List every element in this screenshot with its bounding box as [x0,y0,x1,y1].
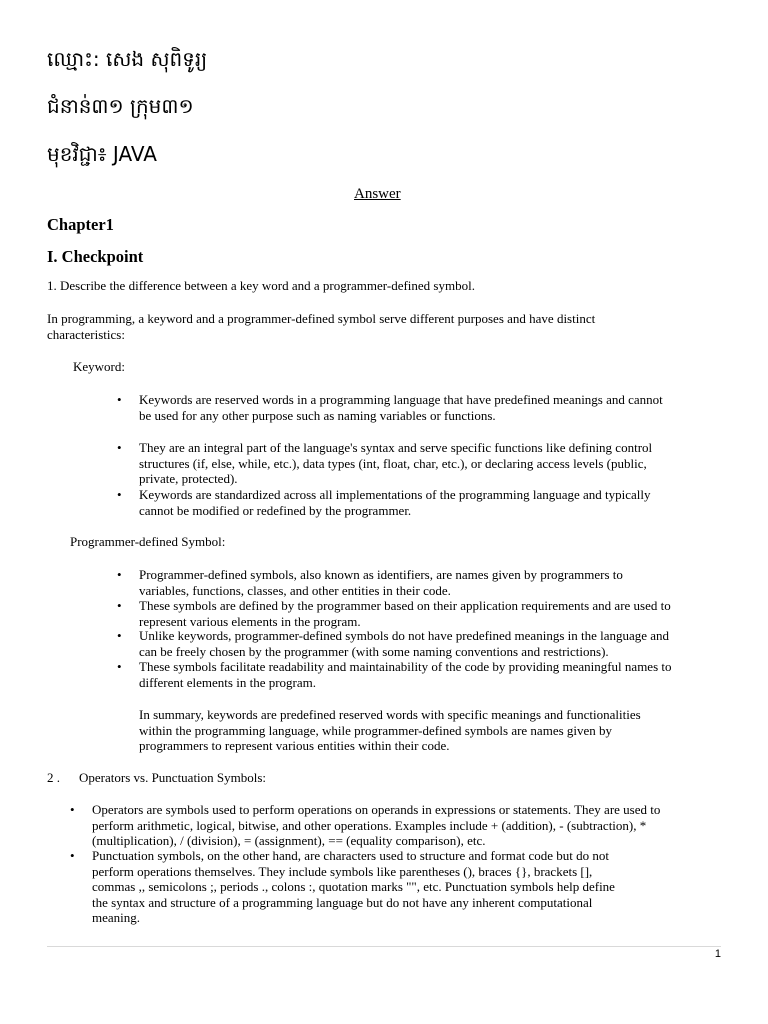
bullet-dot: • [117,487,122,502]
bullet-dot: • [117,598,122,613]
bullet-line: commas ,, semicolons ;, periods ., colons :, quotation marks "", etc. Punctuation symbols help define [92,879,615,894]
bullet-line: (multiplication), / (division), = (assignment), == (equality comparison), etc. [92,833,486,848]
generation-line: ជំនាន់៣១ ក្រុម៣១ [47,94,194,118]
bullet-dot: • [117,567,122,582]
bullet-line: the syntax and structure of a programming language but do not have any inherent computational [92,894,593,910]
bullet-text [139,567,623,598]
bullet-line: private, protected). [139,471,238,486]
bullet-text [92,802,660,849]
chapter-heading: Chapter1 [47,215,114,234]
intro-line: characteristics: [47,326,125,342]
bullet-line: can be freely chosen by the programmer (with some naming conventions and restrictions). [139,643,609,659]
symbol-label: Programmer-defined Symbol: [70,534,226,549]
bullet-line: Keywords are standardized across all implementations of the programming language and typically [139,487,651,502]
bullet-text [139,440,652,487]
bullet-line: They are an integral part of the language's syntax and serve specific functions like defining control [139,440,653,455]
question-1: 1. Describe the difference between a key word and a programmer-defined symbol. [47,278,475,293]
bullet-text [92,848,615,926]
bullet-line: These symbols facilitate readability and maintainability of the code by providing meaningful names to [139,659,672,674]
bullet-line: cannot be modified or redefined by the programmer. [139,502,412,518]
footer-divider [47,946,721,947]
bullet-line: Punctuation symbols, on the other hand, are characters used to structure and format code but do not [92,848,609,863]
page-number: 1 [714,948,721,960]
section-heading: I. Checkpoint [47,247,144,266]
bullet-line: Keywords are reserved words in a programming language that have predefined meanings and cannot [139,392,663,407]
bullet-text [139,392,663,423]
bullet-line: Unlike keywords, programmer-defined symbols do not have predefined meanings in the language and [139,628,670,643]
question-2-text: Operators vs. Punctuation Symbols: [79,770,267,785]
bullet-line: perform operations themselves. They include symbols like parentheses (), braces {}, brackets [], [92,863,593,879]
bullet-line: These symbols are defined by the programmer based on their application requirements and are used to [139,598,671,613]
bullet-line: variables, functions, classes, and other entities in their code. [139,582,451,598]
summary-line: programmers to represent various entities within their code. [139,738,450,753]
bullet-text [139,659,672,690]
bullet-line: perform arithmetic, logical, bitwise, and other operations. Examples include + (addition), - (subtraction), * [92,817,647,833]
summary-line: within the programming language, while programmer-defined symbols are names given by [139,722,613,738]
answer-title: Answer [354,186,401,202]
bullet-line: structures (if, else, while, etc.), data types (int, float, char, etc.), or declaring access levels (public, [139,455,647,471]
bullet-line: represent various elements in the program. [139,613,361,629]
bullet-dot: • [70,802,75,817]
keyword-label: Keyword: [73,359,125,374]
bullet-line: be used for any other purpose such as naming variables or functions. [139,407,496,423]
bullet-line: Programmer-defined symbols, also known as identifiers, are names given by programmers to [139,567,623,582]
bullet-dot: • [70,848,75,863]
student-name-line: ឈ្មោះ: សេង សុពិទូរ្យ [47,47,208,71]
bullet-dot: • [117,659,122,674]
summary-paragraph [139,707,739,754]
bullet-text [139,628,669,659]
subject-line: មុខវិជ្ជា៖ JAVA [47,142,157,166]
bullet-dot: • [117,392,122,407]
bullet-line: different elements in the program. [139,674,317,690]
bullet-text [139,598,671,629]
summary-line: In summary, keywords are predefined reserved words with specific meanings and functionalities [139,707,641,722]
bullet-text [139,487,651,518]
question-2-number: 2 . [47,770,60,785]
bullet-line: meaning. [92,910,141,925]
intro-line: In programming, a keyword and a programmer-defined symbol serve different purposes and have distinct [47,311,596,326]
bullet-line: Operators are symbols used to perform operations on operands in expressions or statements. They are used to [92,802,661,817]
bullet-dot: • [117,628,122,643]
bullet-dot: • [117,440,122,455]
intro-paragraph [47,311,595,342]
